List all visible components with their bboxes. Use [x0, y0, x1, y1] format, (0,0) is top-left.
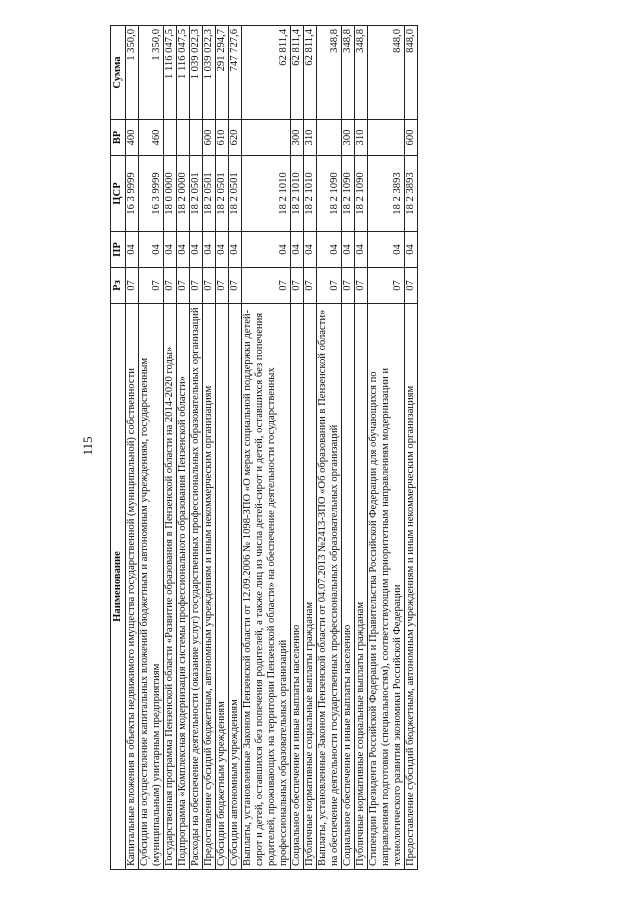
- row-csr: 18 2 0000: [177, 155, 190, 231]
- row-rz: 07: [368, 267, 405, 303]
- row-vr: 600: [203, 119, 216, 155]
- row-vr: [368, 119, 405, 155]
- row-rz: 07: [216, 267, 229, 303]
- table-header-row: [111, 25, 126, 869]
- row-vr: 300: [291, 119, 304, 155]
- row-pr: 04: [242, 231, 291, 267]
- table-row: [164, 25, 177, 869]
- row-vr: 310: [355, 119, 368, 155]
- row-sum: 1 039 022,3: [203, 25, 216, 119]
- table-row: [242, 25, 291, 869]
- row-vr: 600: [405, 119, 418, 155]
- row-rz: 07: [190, 267, 203, 303]
- row-name: Публичные нормативные социальные выплаты гражданам: [355, 303, 368, 869]
- row-rz: 07: [317, 267, 342, 303]
- row-csr: 18 2 0501: [203, 155, 216, 231]
- table-row: [368, 25, 405, 869]
- row-pr: 04: [405, 231, 418, 267]
- row-vr: [317, 119, 342, 155]
- row-rz: 07: [242, 267, 291, 303]
- table-row: [126, 25, 139, 869]
- row-csr: 16 3 9999: [139, 155, 164, 231]
- row-rz: 07: [177, 267, 190, 303]
- row-name: Стипендии Президента Российской Федерации и Правительства Российской Федерации для обучающихся по направлениям подготовки (специальностям), соответствующим приоритетным направлениям модернизации и технологического развития экономики Российской Федерации: [368, 303, 405, 869]
- row-sum: 62 811,4: [242, 25, 291, 119]
- row-sum: 1 116 047,5: [177, 25, 190, 119]
- row-name: Подпрограмма «Комплексная модернизация системы профессионального образования Пензенской области»: [177, 303, 190, 869]
- table-row: [317, 25, 342, 869]
- header-pr: ПР: [111, 231, 126, 267]
- row-pr: 04: [304, 231, 317, 267]
- row-name: Субсидии на осуществление капитальных вложений бюджетным и автономным учреждениям, государственным (муниципальным) унитарным предприятиям: [139, 303, 164, 869]
- row-sum: 1 350,0: [126, 25, 139, 119]
- row-vr: [190, 119, 203, 155]
- header-rz: Рз: [111, 267, 126, 303]
- row-rz: 07: [405, 267, 418, 303]
- table-row: [139, 25, 164, 869]
- row-pr: 04: [229, 231, 242, 267]
- row-name: Публичные нормативные социальные выплаты гражданам: [304, 303, 317, 869]
- row-pr: 04: [190, 231, 203, 267]
- row-name: Государственная программа Пензенской области «Развитие образования в Пензенской области на 2014-2020 годы»: [164, 303, 177, 869]
- row-vr: [177, 119, 190, 155]
- row-sum: 1 350,0: [139, 25, 164, 119]
- row-rz: 07: [355, 267, 368, 303]
- row-pr: 04: [355, 231, 368, 267]
- budget-table: [110, 25, 418, 870]
- row-rz: 07: [203, 267, 216, 303]
- row-vr: 620: [229, 119, 242, 155]
- row-vr: 310: [304, 119, 317, 155]
- row-name: Субсидии бюджетным учреждениям: [216, 303, 229, 869]
- table-body: [126, 25, 418, 869]
- row-vr: [164, 119, 177, 155]
- row-sum: 291 294,7: [216, 25, 229, 119]
- row-vr: 400: [126, 119, 139, 155]
- row-pr: 04: [177, 231, 190, 267]
- row-rz: 07: [139, 267, 164, 303]
- row-rz: 07: [126, 267, 139, 303]
- row-pr: 04: [126, 231, 139, 267]
- row-vr: 300: [342, 119, 355, 155]
- row-csr: 18 2 1010: [304, 155, 317, 231]
- header-name: Наименование: [111, 303, 126, 869]
- row-csr: 18 2 1090: [317, 155, 342, 231]
- row-name: Предоставление субсидий бюджетным, автономным учреждениям и иным некоммерческим организациям: [203, 303, 216, 869]
- row-sum: 348,8: [355, 25, 368, 119]
- header-csr: ЦСР: [111, 155, 126, 231]
- row-sum: 848,0: [368, 25, 405, 119]
- row-csr: 18 2 0501: [229, 155, 242, 231]
- row-sum: 1 116 047,5: [164, 25, 177, 119]
- row-pr: 04: [164, 231, 177, 267]
- row-csr: 18 2 3893: [405, 155, 418, 231]
- row-sum: 1 039 022,3: [190, 25, 203, 119]
- page-number: 115: [80, 436, 95, 456]
- row-pr: 04: [203, 231, 216, 267]
- row-csr: 18 2 1010: [242, 155, 291, 231]
- header-vr: ВР: [111, 119, 126, 155]
- row-pr: 04: [139, 231, 164, 267]
- row-sum: 62 811,4: [291, 25, 304, 119]
- row-sum: 62 811,4: [304, 25, 317, 119]
- row-pr: 04: [368, 231, 405, 267]
- table-row: [291, 25, 304, 869]
- row-csr: 18 2 0501: [190, 155, 203, 231]
- row-name: Выплаты, установленные Законом Пензенской области от 04.07.2013 №2413-ЗПО «Об образовании в Пензенской области» на обеспечение деятельности государственных профессиональных образовательных организаций: [317, 303, 342, 869]
- row-pr: 04: [342, 231, 355, 267]
- table-row: [355, 25, 368, 869]
- row-csr: 16 3 9999: [126, 155, 139, 231]
- row-name: Предоставление субсидий бюджетным, автономным учреждениям и иным некоммерческим организациям: [405, 303, 418, 869]
- row-pr: 04: [291, 231, 304, 267]
- row-csr: 18 2 3893: [368, 155, 405, 231]
- row-name: Расходы на обеспечение деятельности (оказание услуг) государственных профессиональных образовательных организаций: [190, 303, 203, 869]
- row-csr: 18 0 0000: [164, 155, 177, 231]
- row-name: Капитальные вложения в объекты недвижимого имущества государственной (муниципальной) собственности: [126, 303, 139, 869]
- row-name: Социальное обеспечение и иные выплаты населению: [342, 303, 355, 869]
- table-row: [190, 25, 203, 869]
- row-rz: 07: [229, 267, 242, 303]
- row-csr: 18 2 1010: [291, 155, 304, 231]
- row-sum: 348,8: [342, 25, 355, 119]
- row-sum: 747 727,6: [229, 25, 242, 119]
- row-csr: 18 2 1090: [342, 155, 355, 231]
- row-rz: 07: [304, 267, 317, 303]
- row-name: Субсидии автономным учреждениям: [229, 303, 242, 869]
- row-pr: 04: [317, 231, 342, 267]
- table-row: [177, 25, 190, 869]
- table-row: [203, 25, 216, 869]
- header-sum: Сумма: [111, 25, 126, 119]
- row-vr: [242, 119, 291, 155]
- row-rz: 07: [342, 267, 355, 303]
- row-csr: 18 2 0501: [216, 155, 229, 231]
- row-sum: 348,8: [317, 25, 342, 119]
- row-rz: 07: [164, 267, 177, 303]
- row-sum: 848,0: [405, 25, 418, 119]
- rotated-page-content: [110, 26, 590, 870]
- row-vr: 460: [139, 119, 164, 155]
- row-pr: 04: [216, 231, 229, 267]
- table-row: [304, 25, 317, 869]
- table-row: [229, 25, 242, 869]
- row-vr: 610: [216, 119, 229, 155]
- row-name: Выплаты, установленные Законом Пензенской области от 12.09.2006 № 1098-ЗПО «О мерах социальной поддержки детей-сирот и детей, оставшихся без попечения родителей, а также лиц из числа детей-сирот и детей, оставшихся без попечения родителей, проживающих на территории Пензенской области» на обеспечение деятельности государственных профессиональных образовательных организаций: [242, 303, 291, 869]
- row-name: Социальное обеспечение и иные выплаты населению: [291, 303, 304, 869]
- row-rz: 07: [291, 267, 304, 303]
- table-row: [216, 25, 229, 869]
- table-row: [342, 25, 355, 869]
- row-csr: 18 2 1090: [355, 155, 368, 231]
- table-row: [405, 25, 418, 869]
